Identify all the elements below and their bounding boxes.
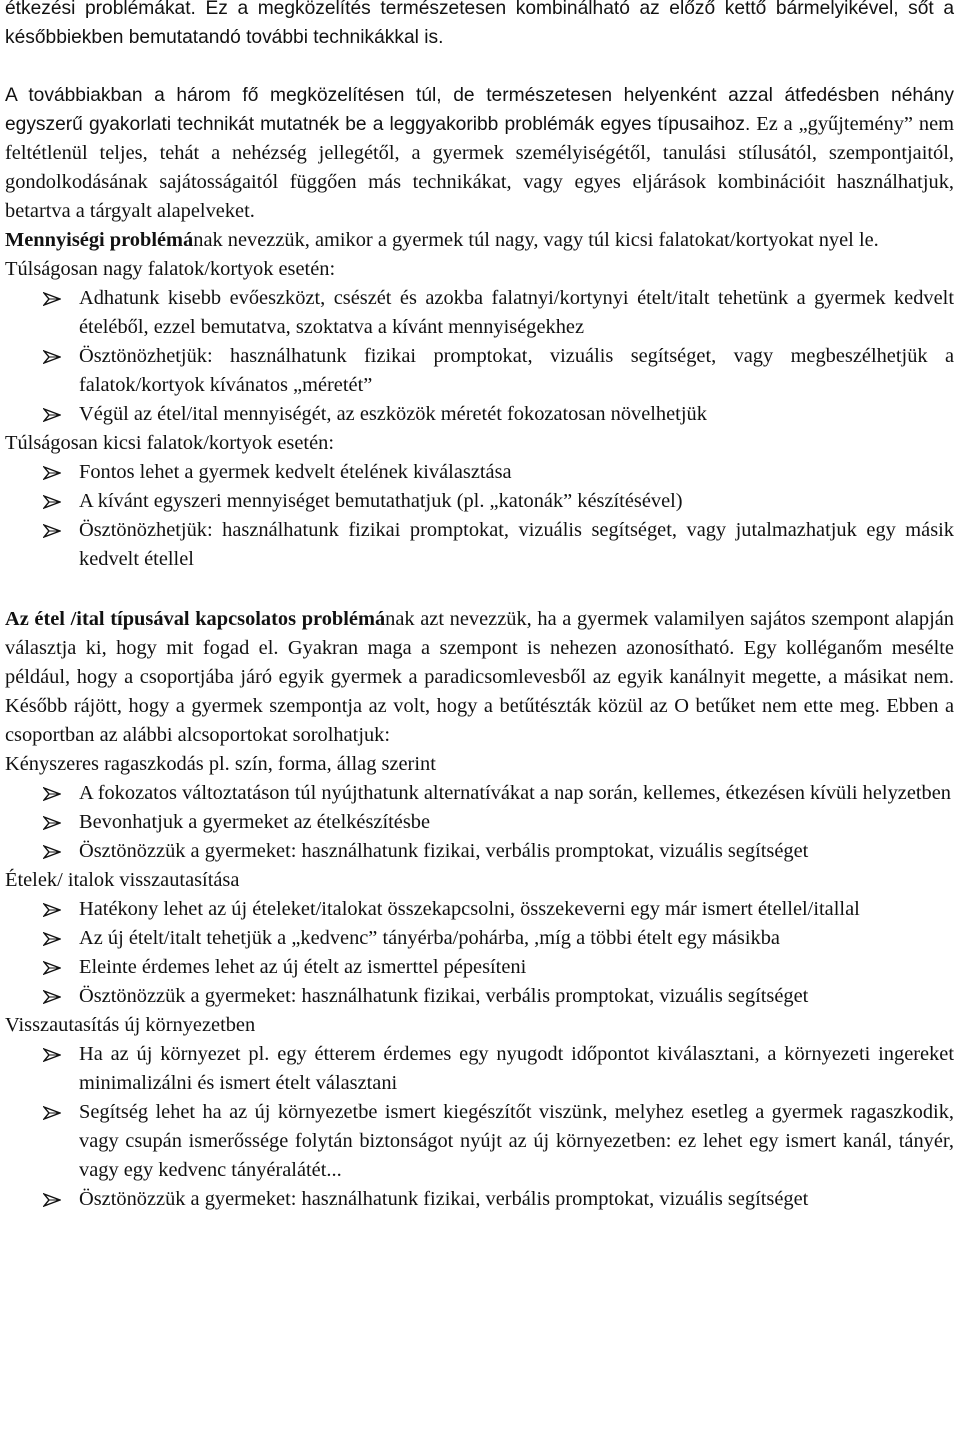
paragraph-gap: [5, 52, 954, 81]
list-item: [5, 1040, 954, 1098]
list-item-text: Az új ételt/italt tehetjük a „kedvenc” tányérba/pohárba, ,míg a többi ételt egy másikba: [79, 927, 780, 949]
list-item: [5, 953, 954, 982]
arrow-bullet-icon: [43, 837, 63, 866]
list-item: [5, 924, 954, 953]
section-gap: [5, 574, 954, 605]
arrow-bullet-icon: [43, 924, 63, 953]
list-item: [5, 895, 954, 924]
type-term: Az étel /ital típusával kapcsolatos problémá: [5, 608, 386, 630]
arrow-bullet-icon: [43, 1185, 63, 1214]
list-item-text: Fontos lehet a gyermek kedvelt ételének kiválasztása: [79, 461, 512, 483]
intro-continuation: étkezési problémákat. Ez a megközelítés természetesen kombinálható az előző kettő bármelyikével, sőt a későbbiekben bemutatandó további technikákkal is.: [5, 0, 954, 48]
arrow-bullet-icon: [43, 487, 63, 516]
large-bites-list: [5, 284, 954, 429]
arrow-bullet-icon: [43, 1098, 63, 1127]
large-bites-heading: Túlságosan nagy falatok/kortyok esetén:: [5, 258, 336, 280]
arrow-bullet-icon: [43, 400, 63, 429]
arrow-bullet-icon: [43, 342, 63, 371]
intro-paragraph: [5, 81, 954, 226]
list-item-text: Bevonhatjuk a gyermeket az ételkészítésbe: [79, 811, 431, 833]
list-item-text: Segítség lehet ha az új környezetbe ismert kiegészítőt viszünk, melyhez esetleg a gyermek ragaszkodik, vagy csupán ismerőssége folytán biztonságot nyújt az új környezetben: ez lehet egy ismert kanál, tányér, vagy egy kedvenc tányéralátét...: [79, 1101, 954, 1181]
quantity-definition: [5, 226, 954, 255]
arrow-bullet-icon: [43, 516, 63, 545]
arrow-bullet-icon: [43, 808, 63, 837]
type-definition-text: nak azt nevezzük, ha a gyermek valamilyen sajátos szempont alapján választja ki, hogy mit fogad el. Gyakran maga a szempont is nehezen azonosítható. Egy kolléganőm mesélte például, hogy a csoportjába járó egyik gyermek a paradicsomlevesből az egyik kanálnyit megette, a másikat nem. Később rájött, hogy a gyermek szempontja az volt, hogy a betűtészták közül az O betűket nem ette meg. Ebben a csoportban az alábbi alcsoportokat sorolhatjuk:: [5, 608, 954, 746]
list-item-text: Ösztönözhetjük: használhatunk fizikai promptokat, vizuális segítséget, vagy jutalmazhatjuk egy másik kedvelt étellel: [79, 519, 954, 570]
list-item-text: Eleinte érdemes lehet az új ételt az ismerttel pépesíteni: [79, 956, 527, 978]
arrow-bullet-icon: [43, 284, 63, 313]
new-environment-heading: Visszautasítás új környezetben: [5, 1014, 256, 1036]
list-item: [5, 1185, 954, 1214]
small-bites-list: [5, 458, 954, 574]
compulsive-heading: Kényszeres ragaszkodás pl. szín, forma, állag szerint: [5, 753, 436, 775]
arrow-bullet-icon: [43, 1040, 63, 1069]
arrow-bullet-icon: [43, 982, 63, 1011]
list-item: [5, 487, 954, 516]
list-item: [5, 982, 954, 1011]
intro-lead-text: A továbbiakban a három fő megközelítésen túl, de természetesen helyenként azzal átfedésben néhány egyszerű gyakorlati technikát mutatnék be a leggyakoribb problémák egyes típusaihoz.: [5, 85, 954, 135]
list-item: [5, 284, 954, 342]
type-definition: [5, 605, 954, 750]
list-item: [5, 342, 954, 400]
list-item: [5, 808, 954, 837]
list-item-text: Ösztönözhetjük: használhatunk fizikai promptokat, vizuális segítséget, vagy megbeszélhetjük a falatok/kortyok kívánatos „méretét”: [79, 345, 954, 396]
list-item-text: Ha az új környezet pl. egy étterem érdemes egy nyugodt időpontot kiválasztani, a környezeti ingereket minimalizálni és ismert ételt választani: [79, 1043, 954, 1094]
list-item: [5, 779, 954, 808]
list-item-text: Adhatunk kisebb evőeszközt, csészét és azokba falatnyi/kortynyi ételt/italt tehetünk a gyermek kedvelt ételéből, ezzel bemutatva, szoktatva a kívánt mennyiségekhez: [79, 287, 954, 338]
list-item-text: Ösztönözzük a gyermeket: használhatunk fizikai, verbális promptokat, vizuális segítséget: [79, 1188, 809, 1210]
list-item-text: Ösztönözzük a gyermeket: használhatunk fizikai, verbális promptokat, vizuális segítséget: [79, 840, 809, 862]
list-item-text: Ösztönözzük a gyermeket: használhatunk fizikai, verbális promptokat, vizuális segítséget: [79, 985, 809, 1007]
quantity-term: Mennyiségi problémá: [5, 229, 194, 251]
list-item-text: Végül az étel/ital mennyiségét, az eszközök méretét fokozatosan növelhetjük: [79, 403, 707, 425]
arrow-bullet-icon: [43, 779, 63, 808]
new-environment-list: [5, 1040, 954, 1214]
list-item: [5, 837, 954, 866]
small-bites-heading: Túlságosan kicsi falatok/kortyok esetén:: [5, 432, 334, 454]
list-item: [5, 1098, 954, 1185]
list-item-text: A fokozatos változtatáson túl nyújthatunk alternatívákat a nap során, kellemes, étkezésen kívüli helyzetben: [79, 782, 951, 804]
quantity-definition-text: nak nevezzük, amikor a gyermek túl nagy, vagy túl kicsi falatokat/kortyokat nyel le.: [193, 229, 879, 251]
intro-body-text: Ez a „gyűjtemény” nem feltétlenül teljes, tehát a nehézség jellegétől, a gyermek személyiségétől, tanulási stílusától, szempontjaitól, gondolkodásának sajátosságaitól függően más technikákat, vagy egyes eljárások kombinációit használhatjuk, betartva a tárgyalt alapelveket.: [5, 113, 954, 222]
list-item-text: Hatékony lehet az új ételeket/italokat összekapcsolni, összekeverni egy már ismert étellel/itallal: [79, 898, 860, 920]
arrow-bullet-icon: [43, 895, 63, 924]
list-item: [5, 516, 954, 574]
list-item: [5, 458, 954, 487]
list-item-text: A kívánt egyszeri mennyiséget bemutathatjuk (pl. „katonák” készítésével): [79, 490, 683, 512]
arrow-bullet-icon: [43, 953, 63, 982]
arrow-bullet-icon: [43, 458, 63, 487]
refusal-list: [5, 895, 954, 1011]
list-item: [5, 400, 954, 429]
compulsive-list: [5, 779, 954, 866]
refusal-heading: Ételek/ italok visszautasítása: [5, 869, 240, 891]
